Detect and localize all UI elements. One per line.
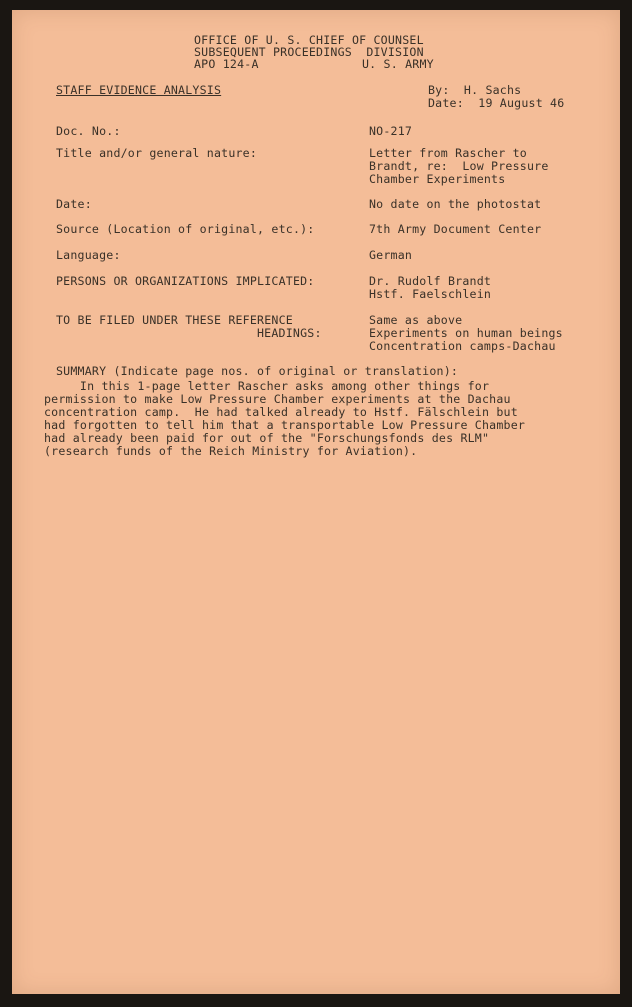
summary-line: concentration camp. He had talked already to Hstf. Fälschlein but xyxy=(44,405,518,419)
doc-no-value: NO-217 xyxy=(369,124,413,138)
summary-paragraph xyxy=(44,380,525,458)
language-value: German xyxy=(369,248,413,262)
header-division: SUBSEQUENT PROCEEDINGS DIVISION xyxy=(194,45,424,59)
summary-line: In this 1-page letter Rascher asks among other things for xyxy=(44,379,490,393)
filed-value-line: Same as above xyxy=(369,313,463,327)
persons-label: PERSONS OR ORGANIZATIONS IMPLICATED: xyxy=(56,274,315,288)
language-label: Language: xyxy=(56,248,121,262)
doc-no-label: Doc. No.: xyxy=(56,124,121,138)
source-label: Source (Location of original, etc.): xyxy=(56,222,315,236)
summary-line: (research funds of the Reich Ministry for Aviation). xyxy=(44,444,418,458)
date-label: Date: xyxy=(56,197,92,211)
analyst-name: By: H. Sachs xyxy=(428,83,522,97)
title-label: Title and/or general nature: xyxy=(56,146,258,160)
filed-under-label: TO BE FILED UNDER THESE REFERENCE xyxy=(56,313,293,327)
title-value-line: Brandt, re: Low Pressure xyxy=(369,159,549,173)
summary-line: had forgotten to tell him that a transportable Low Pressure Chamber xyxy=(44,418,526,432)
title-value-line: Letter from Rascher to xyxy=(369,146,527,160)
persons-value-line: Hstf. Faelschlein xyxy=(369,287,492,301)
summary-label: SUMMARY (Indicate page nos. of original or translation): xyxy=(56,364,459,378)
source-value: 7th Army Document Center xyxy=(369,222,542,236)
date-value: No date on the photostat xyxy=(369,197,542,211)
analysis-date: Date: 19 August 46 xyxy=(428,96,565,110)
summary-line: permission to make Low Pressure Chamber experiments at the Dachau xyxy=(44,392,511,406)
summary-line: had already been paid for out of the "Forschungsfonds des RLM" xyxy=(44,431,490,445)
filed-value-line: Experiments on human beings xyxy=(369,326,563,340)
title-value-line: Chamber Experiments xyxy=(369,172,506,186)
persons-value-line: Dr. Rudolf Brandt xyxy=(369,274,492,288)
header-army: U. S. ARMY xyxy=(362,57,434,71)
filed-value-line: Concentration camps-Dachau xyxy=(369,339,556,353)
page-title: STAFF EVIDENCE ANALYSIS xyxy=(56,83,222,97)
filed-under-label-headings: HEADINGS: xyxy=(257,326,322,340)
header-office: OFFICE OF U. S. CHIEF OF COUNSEL xyxy=(194,33,424,47)
header-apo: APO 124-A xyxy=(194,57,259,71)
